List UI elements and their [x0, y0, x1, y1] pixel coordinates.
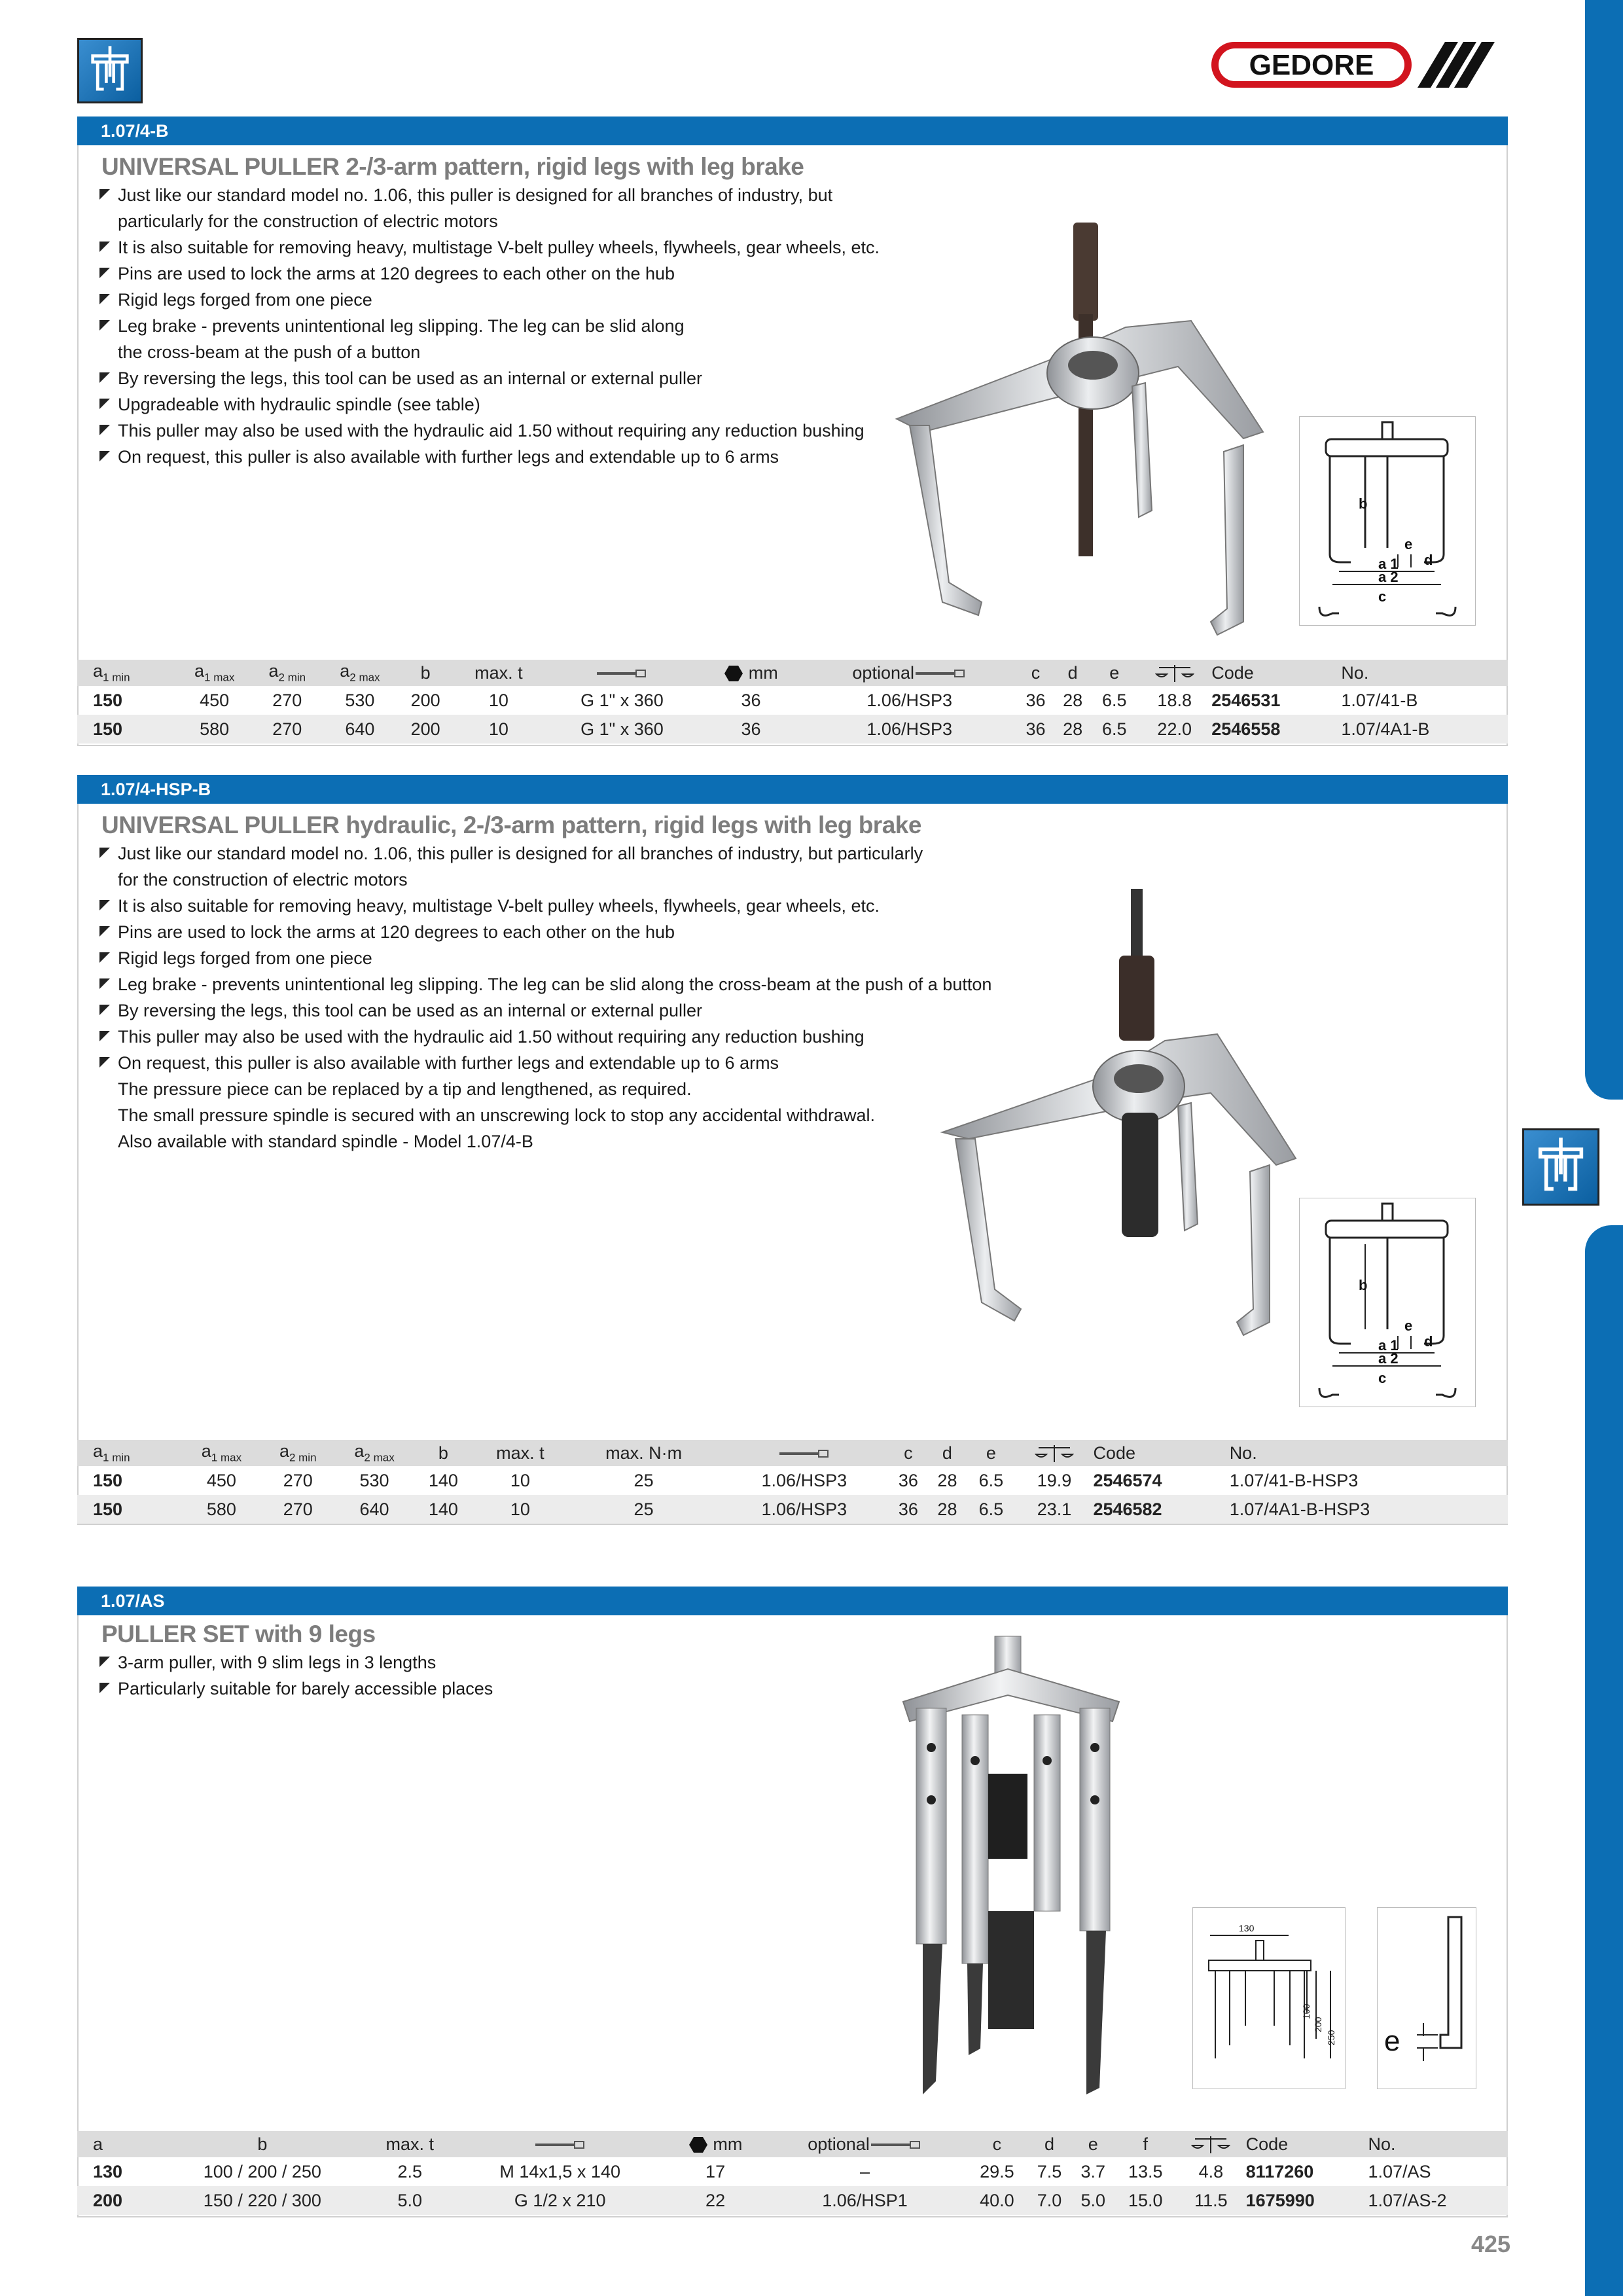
column-header-label: d — [1044, 2134, 1054, 2154]
table-cell: 36 — [1026, 690, 1046, 710]
column-header-label: f — [1143, 2134, 1149, 2154]
feature-bullet: Rigid legs forged from one piece — [98, 287, 880, 313]
column-header — [763, 2131, 966, 2157]
table-cell: 150 — [77, 1495, 182, 1524]
column-header — [1071, 2131, 1115, 2157]
column-header-label: Code — [1211, 662, 1254, 683]
table-cell: 10 — [488, 690, 508, 710]
table-cell: 200 — [410, 690, 440, 710]
column-header-label: a — [93, 661, 103, 681]
drawing-label-e: e — [1404, 536, 1413, 552]
column-header-label: a — [201, 1441, 211, 1462]
table-cell: 18.8 — [1157, 690, 1192, 710]
drawing-label-a2: a 2 — [1378, 569, 1399, 585]
column-header — [453, 2131, 668, 2157]
dimension-drawing-2 — [1299, 1198, 1476, 1407]
side-category-icon — [1522, 1128, 1599, 1206]
table-cell: 200 — [77, 2186, 158, 2215]
puller-photo — [851, 216, 1296, 641]
column-header-label: a — [279, 1441, 289, 1462]
column-header — [1368, 2131, 1508, 2157]
table-cell: 40.0 — [967, 2186, 1027, 2215]
column-header-label: b — [438, 1443, 448, 1463]
column-header — [1016, 1440, 1094, 1466]
category-icon — [77, 38, 143, 103]
column-header-label: Code — [1245, 2134, 1289, 2154]
column-header — [182, 1440, 261, 1466]
drawing-label-b1: 100 — [1301, 2003, 1311, 2019]
spindle-icon — [870, 2140, 922, 2149]
feature-bullet: Particularly suitable for barely accessible places — [98, 1676, 493, 1702]
table-cell: G 1/2 x 210 — [453, 2186, 668, 2215]
table-cell: 10 — [510, 1470, 530, 1490]
column-header-subscript: 2 max — [364, 1451, 395, 1464]
feature-bullet: Just like our standard model no. 1.06, this puller is designed for all branches of industry, but particularly — [98, 840, 991, 867]
column-header — [1137, 660, 1211, 686]
hex-icon — [724, 665, 743, 682]
table-cell: 6.5 — [978, 1470, 1004, 1490]
column-header — [719, 1440, 889, 1466]
column-header-label: d — [942, 1443, 952, 1463]
table-cell: 450 — [200, 690, 230, 710]
column-header — [1341, 660, 1508, 686]
table-cell: 6.5 — [1091, 715, 1137, 744]
column-header — [414, 1440, 473, 1466]
feature-text: The small pressure spindle is secured with an unscrewing lock to stop any accidental withdrawal. — [118, 1105, 876, 1125]
column-header-label: e — [986, 1443, 996, 1463]
section-1-header: 1.07/4-B — [77, 117, 1508, 145]
leg-profile-drawing — [1377, 1907, 1476, 2089]
table-row — [77, 1466, 1508, 1495]
scale-icon — [1191, 2135, 1230, 2155]
table-cell: 640 — [322, 715, 398, 744]
table-cell: 25 — [568, 1495, 720, 1524]
feature-text: particularly for the construction of electric motors — [118, 211, 498, 231]
table-cell: 13.5 — [1128, 2161, 1163, 2181]
side-strip-top — [1585, 0, 1623, 1100]
table-cell: 25 — [633, 1470, 654, 1490]
table-cell: 2.5 — [397, 2161, 423, 2181]
table-cell: 1675990 — [1246, 2186, 1368, 2215]
column-header-label: max. t — [474, 662, 523, 683]
hex-icon — [688, 2136, 708, 2153]
feature-bullet: This puller may also be used with the hydraulic aid 1.50 without requiring any reduction bushing — [98, 1024, 991, 1050]
table-cell: 29.5 — [980, 2161, 1014, 2181]
table-cell: 1.06/HSP3 — [719, 1495, 889, 1524]
column-header-label: a — [268, 661, 279, 681]
feature-bullet: It is also suitable for removing heavy, multistage V-belt pulley wheels, flywheels, gear wheels, etc. — [98, 234, 880, 260]
column-header-label: a — [354, 1441, 365, 1462]
column-header-label: No. — [1229, 1443, 1257, 1463]
table-header-row — [77, 1440, 1508, 1466]
table-row — [77, 1495, 1508, 1524]
column-header-label: c — [904, 1443, 913, 1463]
drawing-label-d: d — [1424, 552, 1433, 568]
table-row — [77, 2186, 1508, 2215]
table-cell: 17 — [705, 2161, 726, 2181]
dimension-drawing-3 — [1192, 1907, 1346, 2089]
section-3-header: 1.07/AS — [77, 1587, 1508, 1615]
drawing-label-b3: 250 — [1326, 2030, 1336, 2045]
table-cell: 270 — [252, 715, 322, 744]
table-cell: 10 — [454, 715, 544, 744]
table-cell: 36 — [889, 1495, 928, 1524]
feature-bullet: On request, this puller is also available with further legs and extendable up to 6 arms — [98, 444, 880, 470]
drawing-label-a1: a 1 — [1378, 1337, 1399, 1354]
table-cell: 2546531 — [1211, 690, 1281, 710]
table-cell: 150 — [77, 715, 177, 744]
column-header — [700, 660, 802, 686]
column-header — [928, 1440, 967, 1466]
table-cell: 22 — [668, 2186, 764, 2215]
column-header-label: max. N·m — [605, 1443, 683, 1463]
feature-text: The pressure piece can be replaced by a tip and lengthened, as required. — [118, 1079, 692, 1099]
spindle-icon — [596, 669, 648, 678]
svg-text:GEDORE: GEDORE — [1249, 49, 1374, 81]
column-header — [1027, 2131, 1071, 2157]
feature-bullet: By reversing the legs, this tool can be used as an internal or external puller — [98, 997, 991, 1024]
drawing-label-c: c — [1378, 588, 1387, 605]
feature-bullet: It is also suitable for removing heavy, multistage V-belt pulley wheels, flywheels, gear wheels, etc. — [98, 893, 991, 919]
column-header — [261, 1440, 334, 1466]
table-cell: 1.06/HSP3 — [802, 715, 1017, 744]
side-strip-bottom — [1585, 1225, 1623, 2296]
table-cell: 100 / 200 / 250 — [203, 2161, 321, 2181]
feature-bullet: Pins are used to lock the arms at 120 degrees to each other on the hub — [98, 260, 880, 287]
drawing-label-d: d — [1424, 1333, 1433, 1350]
feature-bullet: By reversing the legs, this tool can be used as an internal or external puller — [98, 365, 880, 391]
section-3-feature-list — [98, 1649, 493, 1702]
table-cell: 1.07/4A1-B-HSP3 — [1230, 1495, 1508, 1524]
drawing-label-b: b — [1359, 495, 1368, 512]
table-cell: – — [860, 2161, 870, 2181]
column-header-label: b — [420, 662, 431, 683]
table-cell: 15.0 — [1115, 2186, 1176, 2215]
table-cell: 200 — [398, 715, 454, 744]
table-cell: M 14x1,5 x 140 — [499, 2161, 620, 2181]
section-3-spec-table — [77, 2131, 1508, 2215]
spindle-icon — [534, 2140, 586, 2149]
column-header — [1093, 1440, 1229, 1466]
table-cell: 140 — [414, 1495, 473, 1524]
column-header-label: mm — [707, 2134, 743, 2154]
table-cell: 6.5 — [1102, 690, 1127, 710]
hydraulic-puller-photo — [903, 884, 1322, 1355]
drawing-label-b2: 200 — [1313, 2017, 1323, 2032]
column-header-label: a — [194, 661, 205, 681]
column-header — [367, 2131, 453, 2157]
drawing-label-b: b — [1359, 1277, 1368, 1293]
table-header-row — [77, 660, 1508, 686]
table-cell: 1.07/41-B — [1341, 690, 1418, 710]
drawing-label-e: e — [1384, 2025, 1400, 2057]
drawing-label-a2: a 2 — [1378, 1350, 1399, 1367]
feature-text: the cross-beam at the push of a button — [118, 342, 421, 362]
column-header-label: d — [1067, 662, 1078, 683]
column-header — [967, 1440, 1015, 1466]
section-1-feature-list — [98, 182, 880, 470]
table-cell: 5.0 — [367, 2186, 453, 2215]
feature-text: Also available with standard spindle - Model 1.07/4-B — [118, 1132, 533, 1151]
table-header-row — [77, 2131, 1508, 2157]
column-header-label: No. — [1341, 662, 1369, 683]
feature-bullet: Upgradeable with hydraulic spindle (see table) — [98, 391, 880, 418]
column-header — [1054, 660, 1092, 686]
table-cell: 150 — [93, 690, 123, 710]
table-cell: 6.5 — [967, 1495, 1015, 1524]
column-header — [668, 2131, 764, 2157]
table-cell: 1.07/41-B-HSP3 — [1229, 1470, 1359, 1490]
column-header — [1017, 660, 1054, 686]
table-cell: 530 — [359, 1470, 389, 1490]
column-header-label: e — [1088, 2134, 1098, 2154]
column-header — [967, 2131, 1027, 2157]
column-header — [454, 660, 544, 686]
column-header — [77, 2131, 158, 2157]
table-cell: 3.7 — [1080, 2161, 1105, 2181]
feature-bullet: Rigid legs forged from one piece — [98, 945, 991, 971]
column-header-label: c — [1031, 662, 1041, 683]
table-cell: 1.06/HSP3 — [761, 1470, 847, 1490]
column-header-label: No. — [1368, 2134, 1396, 2154]
column-header-label: a — [93, 1441, 103, 1462]
drawing-label-c: c — [1378, 1370, 1387, 1386]
table-row — [77, 715, 1508, 744]
scale-icon — [1035, 1444, 1074, 1463]
column-header-subscript: 1 min — [103, 671, 130, 684]
column-header — [77, 1440, 182, 1466]
section-2-feature-list — [98, 840, 991, 1155]
feature-text: for the construction of electric motors — [118, 870, 408, 889]
table-cell: 5.0 — [1071, 2186, 1115, 2215]
column-header — [889, 1440, 928, 1466]
table-cell: 28 — [937, 1470, 957, 1490]
column-header-label: e — [1109, 662, 1120, 683]
column-header-label: c — [992, 2134, 1002, 2154]
column-header-subscript: 2 min — [289, 1451, 317, 1464]
section-1-title: UNIVERSAL PULLER 2-/3-arm pattern, rigid legs with leg brake — [101, 153, 804, 180]
column-header — [1211, 660, 1341, 686]
column-header-label: a — [340, 661, 350, 681]
column-header — [544, 660, 700, 686]
column-header-subscript: 1 max — [204, 671, 235, 684]
column-header — [158, 2131, 367, 2157]
table-cell: 36 — [898, 1470, 918, 1490]
feature-bullet: Leg brake - prevents unintentional leg slipping. The leg can be slid along the cross-beam at the push of a button — [98, 971, 991, 997]
feature-bullet: Pins are used to lock the arms at 120 degrees to each other on the hub — [98, 919, 991, 945]
column-header — [1115, 2131, 1176, 2157]
column-header — [177, 660, 253, 686]
table-cell: 270 — [272, 690, 302, 710]
table-row — [77, 2157, 1508, 2186]
table-cell: 22.0 — [1137, 715, 1211, 744]
column-header-label: optional — [808, 2134, 870, 2154]
column-header-subscript: 1 min — [103, 1451, 130, 1464]
table-cell: 7.5 — [1037, 2161, 1062, 2181]
table-cell: 7.0 — [1027, 2186, 1071, 2215]
table-cell: 28 — [1054, 715, 1092, 744]
feature-bullet: Just like our standard model no. 1.06, this puller is designed for all branches of industry, but — [98, 182, 880, 208]
column-header — [77, 660, 177, 686]
column-header-label: b — [257, 2134, 268, 2154]
feature-bullet: 3-arm puller, with 9 slim legs in 3 lengths — [98, 1649, 493, 1676]
column-header — [252, 660, 322, 686]
column-header — [1176, 2131, 1246, 2157]
table-cell: G 1" x 360 — [544, 715, 700, 744]
table-cell: 36 — [700, 715, 802, 744]
table-cell: 1.06/HSP3 — [866, 690, 952, 710]
table-cell: 450 — [206, 1470, 236, 1490]
table-cell: 150 / 220 / 300 — [158, 2186, 367, 2215]
puller-set-photo — [890, 1630, 1132, 2108]
page-number: 425 — [1471, 2231, 1511, 2257]
table-cell: 2546558 — [1211, 715, 1341, 744]
table-cell: 19.9 — [1037, 1470, 1072, 1490]
table-cell: 140 — [428, 1470, 458, 1490]
column-header — [1091, 660, 1137, 686]
column-header — [802, 660, 1017, 686]
column-header-label: max. t — [496, 1443, 544, 1463]
table-cell: G 1" x 360 — [580, 690, 664, 710]
section-2-title: UNIVERSAL PULLER hydraulic, 2-/3-arm pattern, rigid legs with leg brake — [101, 812, 921, 838]
column-header — [334, 1440, 414, 1466]
column-header-label: a — [93, 2134, 103, 2154]
column-header-subscript: 2 min — [278, 671, 306, 684]
spindle-icon — [914, 669, 967, 678]
drawing-label-a1: a 1 — [1378, 556, 1399, 572]
table-cell: 10 — [473, 1495, 568, 1524]
table-cell: 28 — [1063, 690, 1083, 710]
column-header — [398, 660, 454, 686]
column-header — [1230, 1440, 1508, 1466]
column-header-label: Code — [1093, 1443, 1135, 1463]
column-header-label: max. t — [385, 2134, 435, 2154]
scale-icon — [1155, 664, 1194, 683]
table-cell: 23.1 — [1016, 1495, 1094, 1524]
table-cell: 150 — [93, 1470, 123, 1490]
drawing-label-e: e — [1404, 1318, 1413, 1334]
table-cell: 1.07/4A1-B — [1341, 715, 1508, 744]
section-2-spec-table — [77, 1440, 1508, 1524]
drawing-label-a: 130 — [1239, 1923, 1255, 1933]
table-cell: 36 — [741, 690, 761, 710]
feature-bullet: On request, this puller is also available with further legs and extendable up to 6 arms — [98, 1050, 991, 1076]
feature-bullet: This puller may also be used with the hydraulic aid 1.50 without requiring any reduction bushing — [98, 418, 880, 444]
table-cell: 130 — [93, 2161, 123, 2181]
table-cell: 4.8 — [1198, 2161, 1224, 2181]
dimension-drawing-1 — [1299, 416, 1476, 626]
column-header-label: mm — [743, 662, 778, 683]
column-header — [568, 1440, 720, 1466]
column-header-subscript: 1 max — [211, 1451, 242, 1464]
feature-bullet: Leg brake - prevents unintentional leg slipping. The leg can be slid along — [98, 313, 880, 339]
table-cell: 2546582 — [1093, 1495, 1229, 1524]
table-cell: 270 — [261, 1495, 334, 1524]
section-3-title: PULLER SET with 9 legs — [101, 1621, 376, 1647]
column-header — [322, 660, 398, 686]
table-cell: 2546574 — [1093, 1470, 1162, 1490]
column-header — [473, 1440, 568, 1466]
table-cell: 640 — [334, 1495, 414, 1524]
gedore-logo — [1209, 39, 1497, 90]
table-cell: 36 — [1017, 715, 1054, 744]
table-cell: 1.06/HSP1 — [763, 2186, 966, 2215]
table-cell: 8117260 — [1245, 2161, 1314, 2181]
table-cell: 1.07/AS-2 — [1368, 2186, 1508, 2215]
column-header-label: optional — [852, 662, 914, 683]
table-cell: 530 — [345, 690, 375, 710]
column-header-subscript: 2 max — [349, 671, 380, 684]
table-cell: 1.07/AS — [1368, 2161, 1431, 2181]
table-cell: 580 — [182, 1495, 261, 1524]
table-cell: 580 — [177, 715, 253, 744]
table-cell: 28 — [928, 1495, 967, 1524]
table-cell: 270 — [283, 1470, 313, 1490]
table-cell: 11.5 — [1176, 2186, 1246, 2215]
section-1-spec-table — [77, 660, 1508, 744]
section-2-header: 1.07/4-HSP-B — [77, 775, 1508, 804]
table-row — [77, 686, 1508, 715]
column-header — [1246, 2131, 1368, 2157]
spindle-icon — [778, 1449, 830, 1458]
